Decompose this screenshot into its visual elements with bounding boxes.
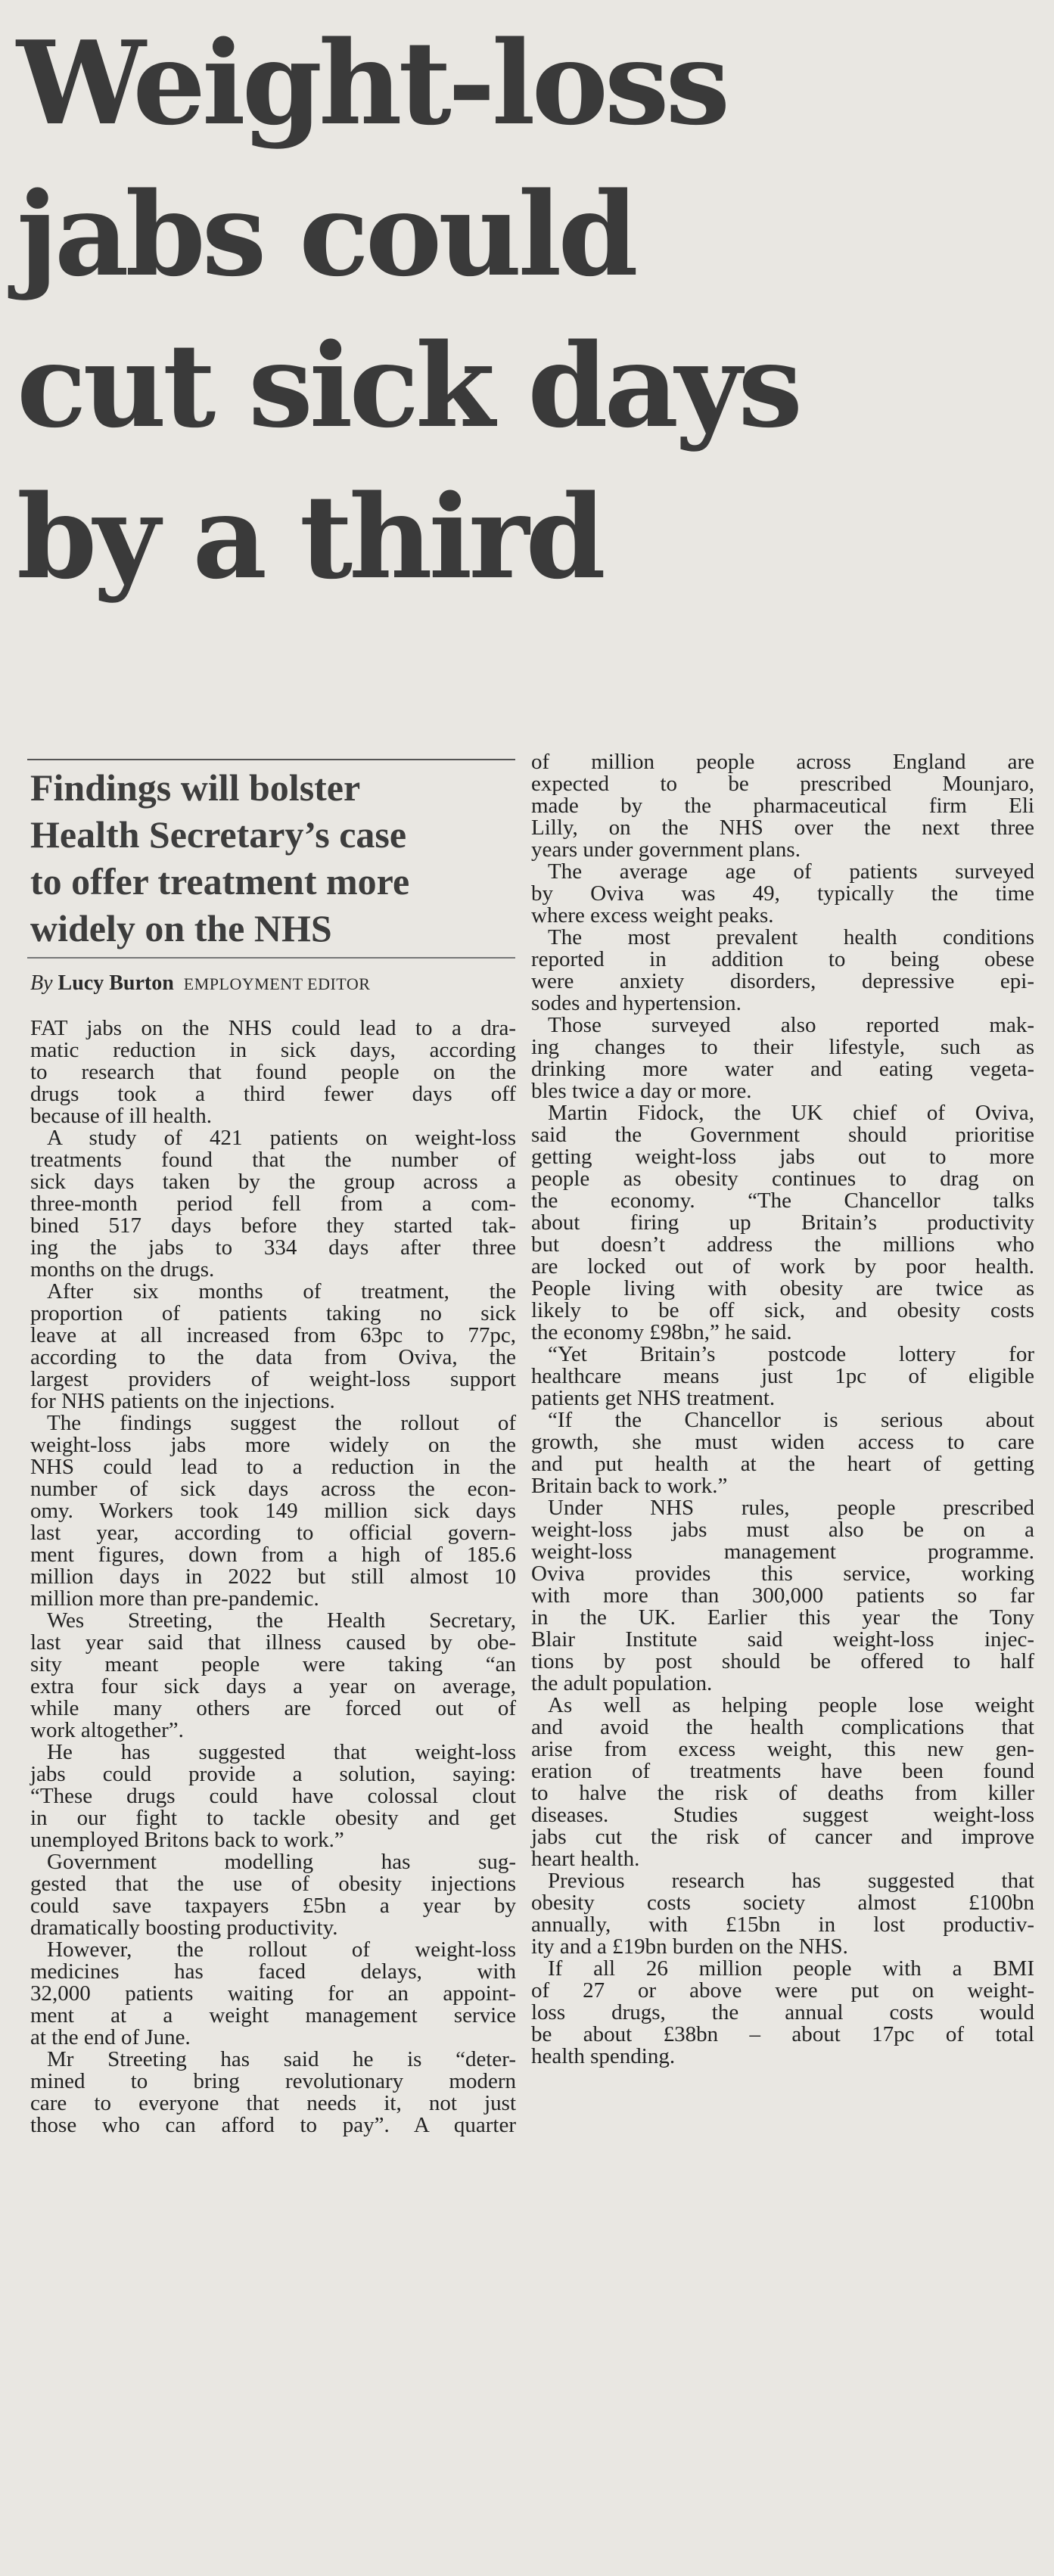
article-paragraph: [531, 1102, 1034, 1344]
article-line: If all 26 million people with a BMI: [548, 1956, 1034, 1981]
article-line: weight-loss jabs must also be on a: [531, 1518, 1034, 1542]
article-paragraph: [531, 1015, 1034, 1102]
article-line: million more than pre-pandemic.: [30, 1586, 319, 1611]
article-line: Britain back to work.”: [531, 1474, 728, 1498]
article-line: with more than 300,000 patients so far: [531, 1583, 1034, 1608]
article-line: getting weight-loss jabs out to more: [531, 1145, 1034, 1169]
article-line: sodes and hypertension.: [531, 991, 742, 1015]
article-line: sity meant people were taking “an: [30, 1652, 516, 1676]
article-paragraph: [30, 1018, 516, 1127]
article-line: People living with obesity are twice as: [531, 1276, 1034, 1300]
article-line: to halve the risk of deaths from killer: [531, 1781, 1034, 1805]
article-paragraph: [30, 1412, 516, 1610]
article-line: by Oviva was 49, typically the time: [531, 881, 1034, 906]
article-line: of million people across England are: [531, 750, 1034, 774]
article-line: gested that the use of obesity injections: [30, 1872, 516, 1896]
article-line: made by the pharmaceutical firm Eli: [531, 794, 1034, 818]
byline-by: By: [30, 971, 53, 995]
article-line: of 27 or above were put on weight-: [531, 1978, 1034, 2003]
article-paragraph: [30, 2049, 516, 2136]
article-line: 32,000 patients waiting for an appoint-: [30, 1981, 516, 2006]
article-line: Oviva provides this service, working: [531, 1561, 1034, 1586]
byline-role: EMPLOYMENT EDITOR: [183, 974, 371, 993]
article-line: likely to be off sick, and obesity costs: [531, 1298, 1034, 1322]
byline-author: Lucy Burton: [58, 971, 174, 995]
article-paragraph: [30, 1610, 516, 1742]
article-line: jabs cut the risk of cancer and improve: [531, 1825, 1034, 1849]
article-line: bles twice a day or more.: [531, 1079, 752, 1103]
standfirst-line: Health Secretary’s case: [30, 813, 407, 856]
article-line: expected to be prescribed Mounjaro,: [531, 772, 1034, 796]
article-line: “Yet Britain’s postcode lottery for: [548, 1342, 1034, 1366]
article-line: treatments found that the number of: [30, 1148, 516, 1172]
article-line: matic reduction in sick days, according: [30, 1038, 516, 1062]
article-line: last year, according to official govern-: [30, 1521, 516, 1545]
article-line: Martin Fidock, the UK chief of Oviva,: [548, 1101, 1034, 1125]
article-line: were anxiety disorders, depressive epi-: [531, 969, 1034, 993]
article-line: proportion of patients taking no sick: [30, 1301, 516, 1325]
article-line: Government modelling has sug-: [47, 1850, 516, 1874]
article-paragraph: [30, 1127, 516, 1281]
article-line: could save taxpayers £5bn a year by: [30, 1894, 516, 1918]
article-line: where excess weight peaks.: [531, 903, 774, 928]
article-line: medicines has faced delays, with: [30, 1959, 516, 1984]
article-line: and put health at the heart of getting: [531, 1452, 1034, 1476]
article-line: ing the jabs to 334 days after three: [30, 1235, 516, 1260]
article-line: health spending.: [531, 2044, 676, 2068]
headline-line: cut sick days: [17, 318, 799, 453]
article-paragraph: [531, 861, 1034, 927]
headline-line: by a third: [17, 469, 602, 604]
standfirst-line: widely on the NHS: [30, 907, 332, 949]
article-line: ment figures, down from a high of 185.6: [30, 1543, 516, 1567]
headline-line: Weight-loss: [17, 15, 727, 151]
article-line: but doesn’t address the millions who: [531, 1232, 1034, 1257]
article-line: omy. Workers took 149 million sick days: [30, 1499, 516, 1523]
article-line: months on the drugs.: [30, 1257, 215, 1282]
article-line: Blair Institute said weight-loss injec-: [531, 1627, 1034, 1652]
article-line: leave at all increased from 63pc to 77pc,: [30, 1323, 516, 1347]
article-paragraph: [531, 1409, 1034, 1497]
article-line: mined to bring revolutionary modern: [30, 2069, 516, 2093]
standfirst-line: Findings will bolster: [30, 766, 361, 809]
article-paragraph: [531, 751, 1034, 861]
article-line: care to everyone that needs it, not just: [30, 2091, 516, 2115]
article-line: loss drugs, the annual costs would: [531, 2000, 1034, 2024]
article-line: sick days taken by the group across a: [30, 1170, 516, 1194]
standfirst: [30, 764, 515, 952]
article-line: extra four sick days a year on average,: [30, 1674, 516, 1698]
article-line: dramatically boosting productivity.: [30, 1916, 338, 1940]
article-line: heart health.: [531, 1847, 640, 1871]
article-line: at the end of June.: [30, 2025, 191, 2049]
article-line: last year said that illness caused by obe-: [30, 1630, 516, 1655]
article-line: according to the data from Oviva, the: [30, 1345, 516, 1369]
article-line: and avoid the health complications that: [531, 1715, 1034, 1739]
article-line: “These drugs could have colossal clout: [30, 1784, 516, 1808]
article-line: people as obesity continues to drag on: [531, 1167, 1034, 1191]
article-line: Under NHS rules, people prescribed: [548, 1496, 1034, 1520]
article-line: growth, she must widen access to care: [531, 1430, 1034, 1454]
article-line: The findings suggest the rollout of: [47, 1411, 516, 1435]
article-line: Wes Streeting, the Health Secretary,: [47, 1608, 516, 1633]
article-line: be about £38bn – about 17pc of total: [531, 2022, 1034, 2046]
byline-rule: [27, 957, 515, 959]
standfirst-line: to offer treatment more: [30, 860, 410, 903]
article-paragraph: [30, 1851, 516, 1939]
article-line: in the UK. Earlier this year the Tony: [531, 1605, 1034, 1630]
article-line: are locked out of work by poor health.: [531, 1254, 1034, 1279]
article-column-left: [30, 1018, 516, 2136]
article-paragraph: [531, 1695, 1034, 1870]
article-line: jabs could provide a solution, saying:: [30, 1762, 516, 1786]
article-line: FAT jabs on the NHS could lead to a dra-: [30, 1016, 516, 1040]
article-line: about firing up Britain’s productivity: [531, 1210, 1034, 1235]
article-line: three-month period fell from a com-: [30, 1192, 516, 1216]
article-paragraph: [531, 927, 1034, 1015]
article-line: to research that found people on the: [30, 1060, 516, 1084]
article-column-right: [531, 751, 1034, 2068]
article-line: work altogether”.: [30, 1718, 184, 1742]
article-line: the economy. “The Chancellor talks: [531, 1189, 1034, 1213]
article-line: After six months of treatment, the: [47, 1279, 516, 1304]
article-line: drugs took a third fewer days off: [30, 1082, 516, 1106]
article-line: reported in addition to being obese: [531, 947, 1034, 971]
article-line: weight-loss jabs more widely on the: [30, 1433, 516, 1457]
article-line: As well as helping people lose weight: [548, 1693, 1034, 1717]
article-line: “If the Chancellor is serious about: [548, 1408, 1034, 1432]
article-line: He has suggested that weight-loss: [47, 1740, 516, 1764]
article-line: The average age of patients surveyed: [548, 859, 1034, 884]
article-line: patients get NHS treatment.: [531, 1386, 776, 1410]
article-line: diseases. Studies suggest weight-loss: [531, 1803, 1034, 1827]
article-line: tions by post should be offered to half: [531, 1649, 1034, 1673]
article-paragraph: [30, 1742, 516, 1851]
article-line: Mr Streeting has said he is “deter-: [47, 2047, 516, 2071]
article-line: annually, with £15bn in lost productiv-: [531, 1913, 1034, 1937]
article-line: in our fight to tackle obesity and get: [30, 1806, 516, 1830]
article-line: ment at a weight management service: [30, 2003, 516, 2028]
article-line: because of ill health.: [30, 1104, 212, 1128]
article-line: drinking more water and eating vegeta-: [531, 1057, 1034, 1081]
article-line: However, the rollout of weight-loss: [47, 1937, 516, 1962]
article-line: NHS could lead to a reduction in the: [30, 1455, 516, 1479]
article-line: the adult population.: [531, 1671, 713, 1695]
article-line: for NHS patients on the injections.: [30, 1389, 335, 1413]
article-line: while many others are forced out of: [30, 1696, 516, 1720]
article-paragraph: [30, 1939, 516, 2049]
article-line: obesity costs society almost £100bn: [531, 1891, 1034, 1915]
standfirst-top-rule: [27, 759, 515, 760]
headline: [17, 8, 1023, 613]
article-line: those who can afford to pay”. A quarter: [30, 2113, 516, 2137]
byline: [30, 964, 515, 1004]
article-paragraph: [531, 1870, 1034, 1958]
article-line: the economy £98bn,” he said.: [531, 1320, 792, 1344]
article-line: Previous research has suggested that: [548, 1869, 1034, 1893]
article-line: arise from excess weight, this new gen-: [531, 1737, 1034, 1761]
article-line: weight-loss management programme.: [531, 1540, 1034, 1564]
article-paragraph: [30, 1281, 516, 1412]
article-line: years under government plans.: [531, 837, 801, 862]
article-paragraph: [531, 1497, 1034, 1695]
article-paragraph: [531, 1344, 1034, 1409]
article-line: The most prevalent health conditions: [548, 925, 1034, 949]
article-line: Lilly, on the NHS over the next three: [531, 816, 1034, 840]
article-line: unemployed Britons back to work.”: [30, 1828, 344, 1852]
article-line: ing changes to their lifestyle, such as: [531, 1035, 1034, 1059]
article-line: ity and a £19bn burden on the NHS.: [531, 1934, 848, 1959]
article-line: million days in 2022 but still almost 10: [30, 1565, 516, 1589]
headline-line: jabs could: [17, 166, 635, 302]
article-line: bined 517 days before they started tak-: [30, 1213, 516, 1238]
article-line: number of sick days across the econ-: [30, 1477, 516, 1501]
article-line: healthcare means just 1pc of eligible: [531, 1364, 1034, 1388]
article-line: said the Government should prioritise: [531, 1123, 1034, 1147]
article-paragraph: [531, 1958, 1034, 2068]
article-line: eration of treatments have been found: [531, 1759, 1034, 1783]
article-line: largest providers of weight-loss support: [30, 1367, 516, 1391]
article-line: Those surveyed also reported mak-: [548, 1013, 1034, 1037]
article-line: A study of 421 patients on weight-loss: [47, 1126, 516, 1150]
